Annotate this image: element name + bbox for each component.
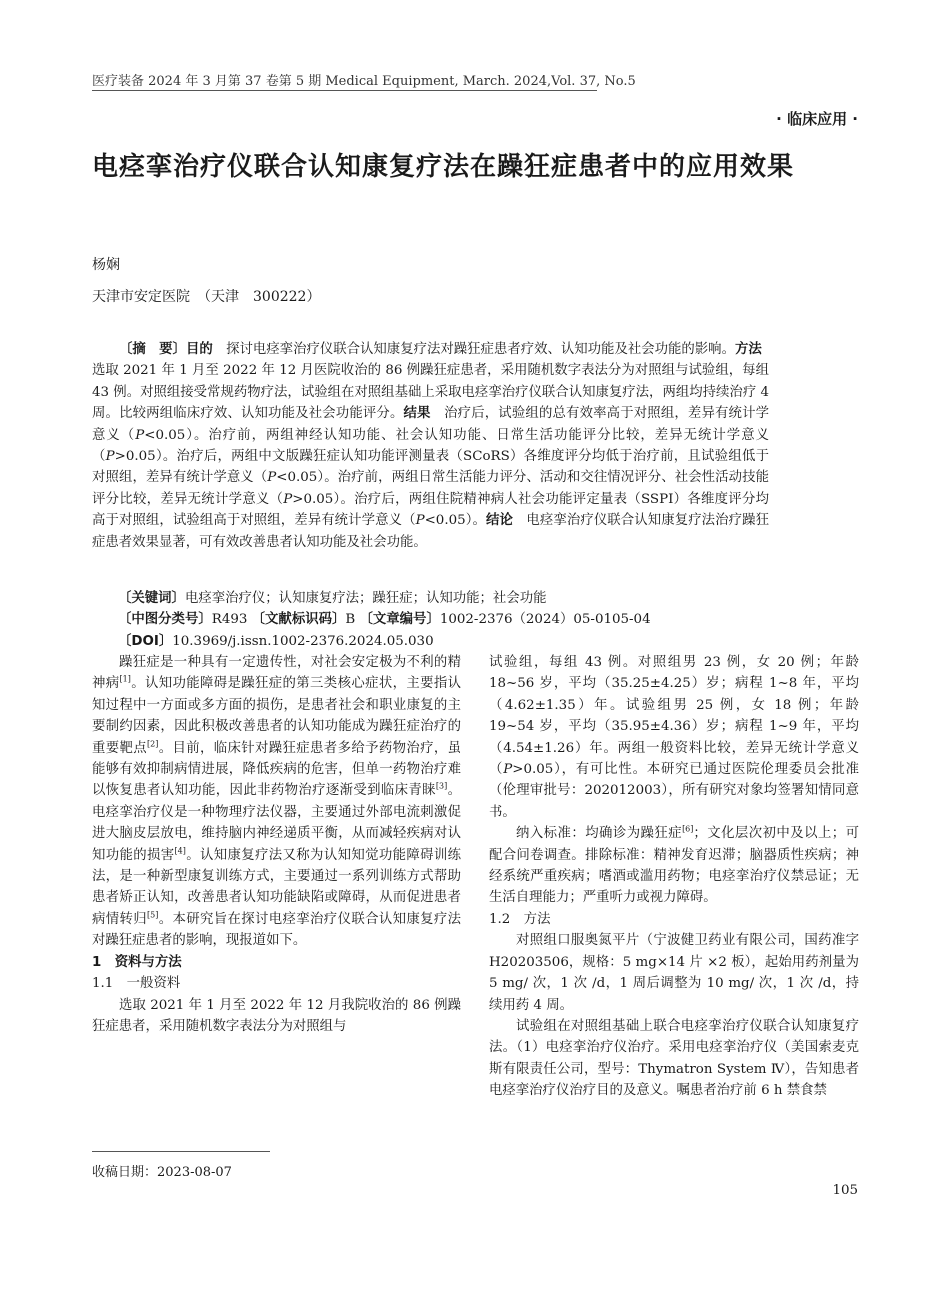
intro-text: 。认知康复疗法又称为认知知觉功能障碍训练法，是一种新型康复训练方式，主要通过一系列训练方式帮助患者矫正认知，改善患者认知功能缺陷或障碍，从而促进患者病情转归 <box>92 847 462 927</box>
author: 杨娴 <box>92 257 120 273</box>
abstract-results: >0.05）。治疗后，两组住院精神病人社会功能评定量表（SSPI）各维度评分均高于对照组，试验组高于对照组，差异有统计学意义（ <box>92 491 769 529</box>
citation: [2] <box>147 739 159 749</box>
p-value-symbol: P <box>135 427 145 443</box>
citation: [1] <box>119 674 131 684</box>
affiliation: 天津市安定医院 （天津 300222） <box>92 289 321 305</box>
abstract-methods: 选取 2021 年 1 月至 2022 年 12 月医院收治的 86 例躁狂症患者，采用随机数字表法分为对照组与试验组，每组 43 例。对照组接受常规药物疗法，试验组在对照组基础上采取电痉挛治疗仪联合认知康复疗法，两组均持续治疗 4 周。比较两组临床疗效、认知功能及社会功能评分。 <box>92 342 776 422</box>
abstract-conclusion: 电痉挛治疗仪联合认知康复疗法治疗躁狂症患者效果显著，可有效改善患者认知功能及社会功能。 <box>92 513 769 550</box>
p-value-symbol: P <box>105 449 115 465</box>
p-value-symbol: P <box>415 513 425 529</box>
clc-value: R493 <box>211 612 248 628</box>
method-trial-paragraph: 试验组在对照组基础上联合电痉挛治疗仪联合认知康复疗法。（1）电痉挛治疗仪治疗。采用电痉挛治疗仪（美国索麦克斯有限责任公司，型号：Thymatron System Ⅳ），告知患者电痉挛治疗仪治疗目的及意义。嘱患者治疗前 6 h 禁食禁 <box>489 1018 859 1099</box>
criteria-text: 纳入标准：均确诊为躁狂症 <box>516 826 683 842</box>
received-date: 收稿日期：2023-08-07 <box>92 1165 232 1180</box>
general-text: >0.05），有可比性。本研究已通过医院伦理委员会批准（伦理审批号：202012003），所有研究对象均签署知情同意书。 <box>489 762 859 820</box>
abstract-results: <0.05）。 <box>424 513 486 529</box>
intro-text: 。电痉挛治疗仪是一种物理疗法仪器，主要通过外部电流刺激促进大脑皮层放电，维持脑内神经递质平衡，从而减轻疾病对认知功能的损害 <box>92 783 462 863</box>
conclusion-label: 结论 <box>485 513 513 529</box>
subsection-heading: 1.2 方法 <box>489 911 551 927</box>
method-control-paragraph: 对照组口服奥氮平片（宁波健卫药业有限公司，国药准字 H20203506，规格：5 mg×14 片 ×2 板），起始用药剂量为 5 mg/ 次，1 次 /d，1 周后调整为 10 mg/ 次，1 次 /d，持续用药 4 周。 <box>489 933 859 1013</box>
general-paragraph: 选取 2021 年 1 月至 2022 年 12 月我院收治的 86 例躁狂症患者，采用随机数字表法分为对照组与 <box>92 997 461 1034</box>
general-text: 试验组，每组 43 例。对照组男 23 例，女 20 例；年龄 18~56 岁，平均（35.25±4.25）岁；病程 1~8 年，平均（4.62±1.35）年。试验组男 25 例，女 18 例；年龄 19~54 岁，平均（35.95±4.36）岁；病程 1~9 年，平均（4.54±1.26）年。两组一般资料比较，差异无统计学意义（ <box>489 655 859 778</box>
article-meta <box>118 588 778 652</box>
abstract-results: 治疗后，试验组的总有效率高于对照组，差异有统计学意义（ <box>92 406 770 443</box>
intro-text: 。认知功能障碍是躁狂症的第三类核心症状，主要指认知过程中一方面或多方面的损伤，是患者社会和职业康复的主要制约因素，因此积极改善患者的认知功能成为躁狂症治疗的重要靶点 <box>92 676 462 756</box>
article-no-label: 〔文章编号〕 <box>359 612 440 628</box>
intro-text: 躁狂症是一种具有一定遗传性，对社会安定极为不利的精神病 <box>92 655 461 692</box>
footnote-rule <box>92 1151 270 1152</box>
keywords-label: 〔关键词〕 <box>118 591 185 606</box>
article-title: 电痉挛治疗仪联合认知康复疗法在躁狂症患者中的应用效果 <box>92 152 795 182</box>
citation: [4] <box>174 846 186 856</box>
article-no-value: 1002-2376（2024）05-0105-04 <box>439 612 651 628</box>
subsection-heading: 1.1 一般资料 <box>92 976 181 992</box>
keywords-line <box>118 588 778 609</box>
keywords: 电痉挛治疗仪；认知康复疗法；躁狂症；认知功能；社会功能 <box>184 591 547 606</box>
classification-line <box>118 609 778 630</box>
abstract-results: <0.05）。治疗前，两组神经认知功能、社会认知功能、日常生活功能评分比较，差异无统计学意义（ <box>92 427 769 465</box>
p-value-symbol: P <box>503 762 513 778</box>
general-paragraph-cont <box>489 652 859 823</box>
intro-paragraph <box>92 652 461 952</box>
page-number: 105 <box>832 1183 858 1198</box>
abstract <box>92 339 776 553</box>
abstract-results: <0.05）。治疗前，两组日常生活能力评分、活动和交往情况评分、社会性活动技能评分比较，差异无统计学意义（ <box>92 470 769 507</box>
methods-label: 方法 <box>734 342 762 357</box>
doi-line <box>118 631 778 652</box>
abstract-objective: 探讨电痉挛治疗仪联合认知康复疗法对躁狂症患者疗效、认知功能及社会功能的影响。 <box>212 342 735 357</box>
doi-value: 10.3969/j.issn.1002-2376.2024.05.030 <box>172 633 434 649</box>
body-column-right <box>489 652 859 1102</box>
clc-label: 〔中图分类号〕 <box>118 612 212 628</box>
intro-text: 。目前，临床针对躁狂症患者多给予药物治疗，虽能够有效抑制病情进展，降低疾病的危害，但单一药物治疗难以恢复患者认知功能，因此非药物治疗逐渐受到临床青睐 <box>92 740 462 799</box>
citation: [6] <box>682 824 694 834</box>
intro-text: 。本研究旨在探讨电痉挛治疗仪联合认知康复疗法对躁狂症患者的影响，现报道如下。 <box>92 911 462 949</box>
p-value-symbol: P <box>283 491 293 507</box>
abstract-results: >0.05）。治疗后，两组中文版躁狂症认知功能评测量表（SCoRS）各维度评分均低于治疗前，且试验组低于对照组，差异有统计学意义（ <box>92 449 770 486</box>
body-column-left <box>92 652 461 1037</box>
criteria-paragraph <box>489 823 859 909</box>
doi-label: 〔DOI〕 <box>118 633 173 649</box>
p-value-symbol: P <box>267 470 277 486</box>
section-tag: · 临床应用 · <box>776 110 858 128</box>
running-header: 医疗装备 2024 年 3 月第 37 卷第 5 期 Medical Equipment, March. 2024,Vol. 37, No.5 <box>92 74 636 89</box>
doc-code-value: B <box>345 612 356 628</box>
doc-code-label: 〔文献标识码〕 <box>251 612 346 628</box>
header-rule <box>92 90 597 91</box>
criteria-text: ；文化层次初中及以上；可配合问卷调查。排除标准：精神发育迟滞；脑器质性疾病；神经系统严重疾病；嗜酒或滥用药物；电痉挛治疗仪禁忌证；无生活自理能力；严重听力或视力障碍。 <box>489 826 860 906</box>
section-heading: 1 资料与方法 <box>92 954 182 970</box>
citation: [3] <box>435 781 448 791</box>
citation: [5] <box>147 910 159 920</box>
results-label: 结果 <box>403 406 431 422</box>
abstract-label: 〔摘 要〕目的 <box>119 342 213 357</box>
